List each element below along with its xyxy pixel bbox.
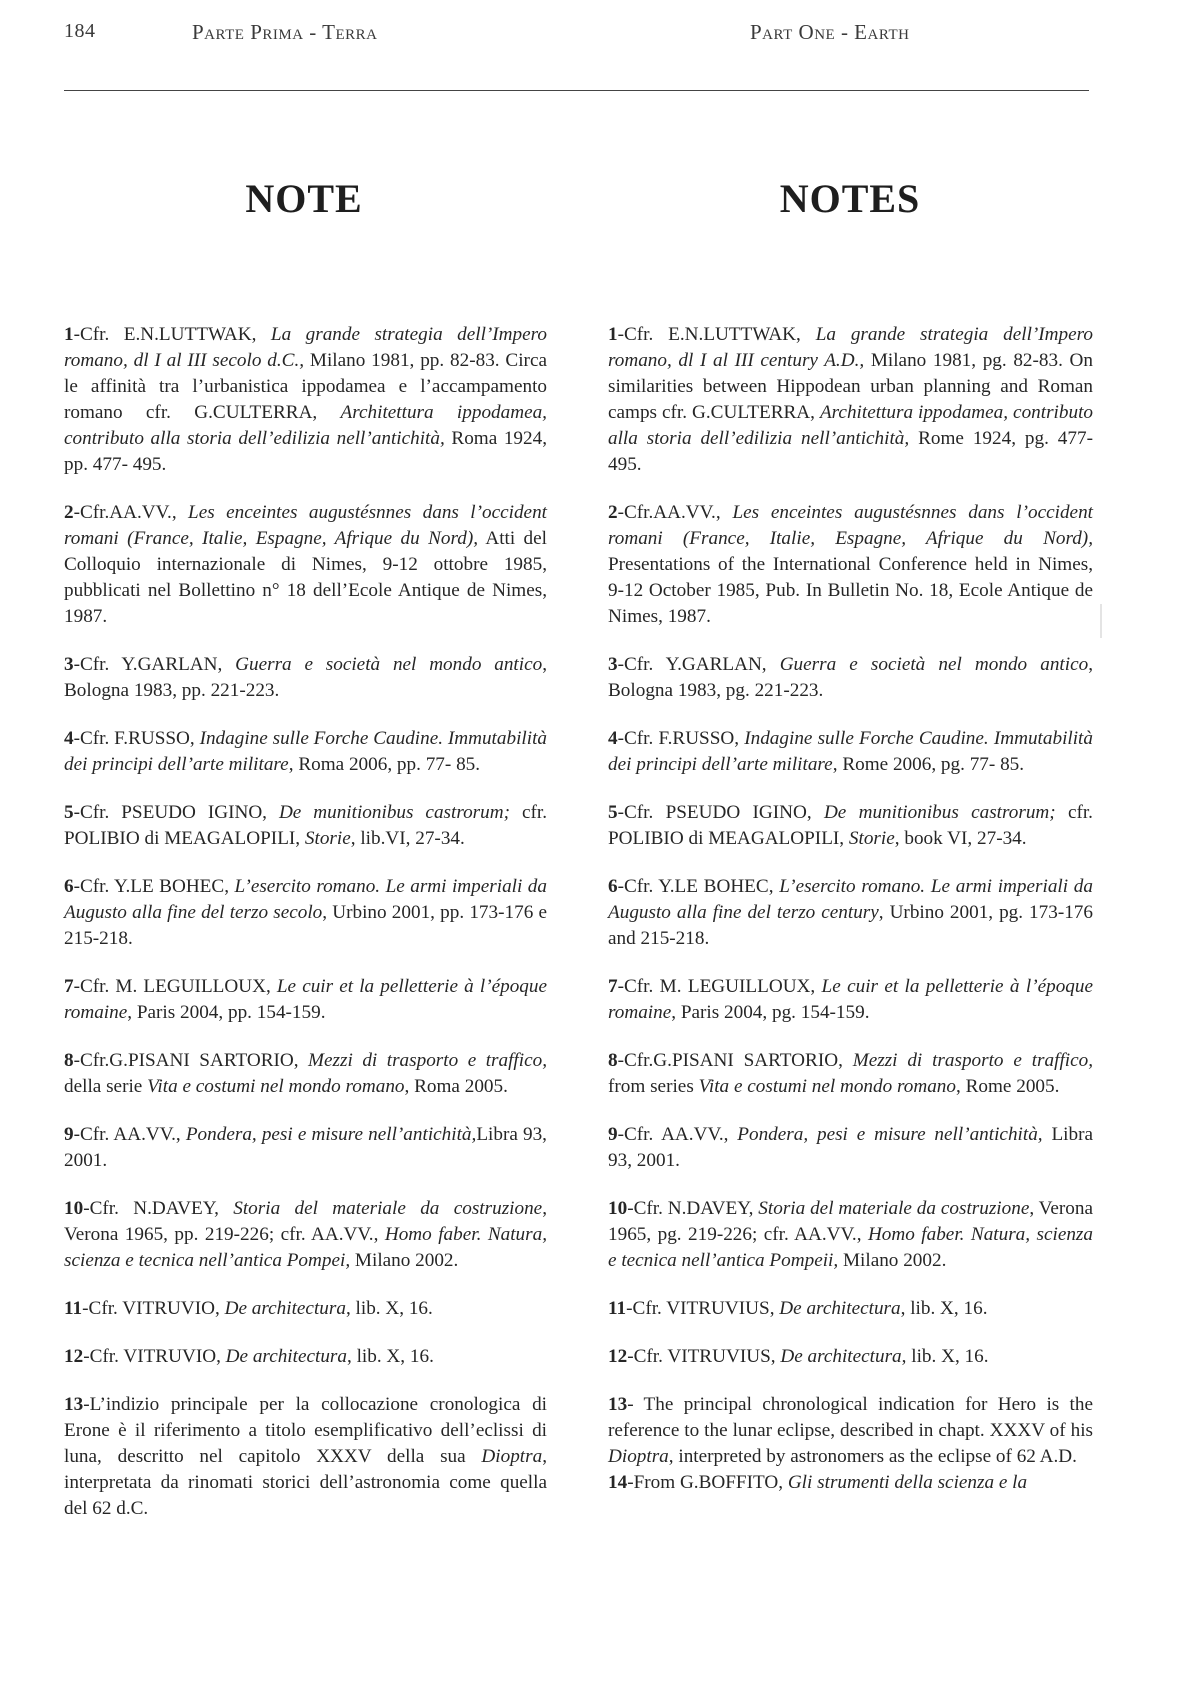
note-text: , Rome 2005. — [956, 1076, 1060, 1097]
note-text: -Cfr.AA.VV., — [617, 502, 733, 523]
note-title-italic: Storie — [304, 828, 351, 849]
note-text: , lib.VI, 27-34. — [350, 828, 465, 849]
note-title-italic: Homo faber. Natura, scienza e tecnica nell’antica Pompei, — [64, 1224, 548, 1271]
note-text: , book VI, 27-34. — [894, 828, 1027, 849]
note-number: 11 — [608, 1298, 627, 1319]
note-10 — [608, 1196, 1093, 1274]
note-12 — [64, 1344, 547, 1370]
note-title-italic: Storia del materiale da costruzione — [758, 1198, 1030, 1219]
note-number: 5 — [608, 802, 618, 823]
note-text: -L’indizio principale per la collocazione cronologica di Erone è il riferimento a titolo esemplificativo dell’eclissi di luna, descritto nel capitolo XXXV della sua — [64, 1394, 547, 1467]
note-number: 8 — [64, 1050, 74, 1071]
note-number: 12 — [64, 1346, 84, 1367]
note-number: 9 — [608, 1124, 618, 1145]
note-text: Libra 93, 2001. — [608, 1124, 1093, 1171]
note-text: , interpretata da rinomati storici dell’astronomia come quella del 62 d.C. — [64, 1446, 547, 1519]
note-9 — [64, 1122, 547, 1174]
note-number: 8 — [608, 1050, 618, 1071]
note-text: , Bologna 1983, pp. 221-223. — [64, 654, 547, 701]
note-11 — [64, 1296, 547, 1322]
note-title-italic: De architectura — [225, 1346, 347, 1367]
note-number: 3 — [64, 654, 74, 675]
note-text: -Cfr. N.DAVEY, — [627, 1198, 759, 1219]
note-text: -Cfr.G.PISANI SARTORIO, — [73, 1050, 309, 1071]
note-number: 6 — [608, 876, 618, 897]
note-8 — [608, 1048, 1093, 1100]
note-text: -Cfr.G.PISANI SARTORIO, — [617, 1050, 853, 1071]
note-3 — [608, 652, 1093, 704]
note-text: Rome 1924, pg. 477- 495. — [608, 428, 1093, 475]
note-text: -Cfr. PSEUDO IGINO, — [617, 802, 824, 823]
note-9 — [608, 1122, 1093, 1174]
note-text: -Cfr. VITRUVIUS, — [627, 1346, 781, 1367]
notes-column-english — [608, 322, 1093, 1518]
note-title-italic: Architettura ippodamea, contributo alla storia dell’edilizia nell’antichità, — [608, 402, 1093, 449]
note-number: 3 — [608, 654, 618, 675]
note-title-italic: Les enceintes augustésnnes dans l’occident romani (France, Italie, Espagne, Afrique du Nord), — [608, 502, 1094, 549]
note-number: 5 — [64, 802, 74, 823]
note-number: 13 — [608, 1394, 628, 1415]
note-text: , Bologna 1983, pg. 221-223. — [608, 654, 1093, 701]
note-title-italic: Indagine sulle Forche Caudine. Immutabilità dei principi dell’arte militare — [608, 728, 1093, 775]
note-text: , Verona 1965, pg. 219-226; cfr. AA.VV., — [608, 1198, 1094, 1245]
note-text: , Rome 2006, pg. 77- 85. — [832, 754, 1025, 775]
note-title-italic: Pondera, pesi e misure nell’antichità, — [185, 1124, 477, 1145]
note-number: 10 — [608, 1198, 628, 1219]
note-5 — [64, 800, 547, 852]
running-title-left: Parte Prima - Terra — [192, 20, 378, 44]
note-text: -Cfr. VITRUVIO, — [82, 1298, 225, 1319]
running-title-right: Part One - Earth — [750, 20, 910, 44]
note-title-italic: Pondera, pesi e misure nell’antichità, — [737, 1124, 1043, 1145]
note-title-italic: Les enceintes augustésnnes dans l’occident romani (France, Italie, Espagne, Afrique du Nord), — [64, 502, 547, 549]
note-number: 11 — [64, 1298, 83, 1319]
note-number: 12 — [608, 1346, 628, 1367]
note-2 — [608, 500, 1093, 630]
note-number: 4 — [608, 728, 618, 749]
note-number: 4 — [64, 728, 74, 749]
note-text: cfr. POLIBIO di MEAGALOPILI, — [64, 802, 547, 849]
note-text: , lib. X, 16. — [346, 1346, 434, 1367]
note-number: 7 — [608, 976, 618, 997]
note-text: from series — [608, 1076, 699, 1097]
note-number: 13 — [64, 1394, 84, 1415]
note-text: -Cfr. E.N.LUTTWAK, — [73, 324, 271, 345]
note-text: -Cfr. F.RUSSO, — [73, 728, 200, 749]
note-7 — [64, 974, 547, 1026]
note-text: -Cfr. VITRUVIO, — [83, 1346, 226, 1367]
note-6 — [608, 874, 1093, 952]
note-text: , Roma 2006, pp. 77- 85. — [288, 754, 481, 775]
note-title-italic: La grande strategia dell’Impero romano, dl I al III century A.D., — [608, 324, 1093, 371]
running-head — [64, 20, 1088, 50]
note-title-italic: Mezzi di trasporto e traffico, — [852, 1050, 1094, 1071]
note-13 — [64, 1392, 547, 1522]
note-text: Milano 1981, pp. 82-83. Circa le affinità tra l’urbanistica ippodamea e l’accampamento romano cfr. G.CULTERRA, — [64, 350, 547, 423]
note-text: -Cfr. Y.GARLAN, — [617, 654, 780, 675]
note-title-italic: Mezzi di trasporto e traffico, — [308, 1050, 548, 1071]
note-1 — [64, 322, 547, 478]
note-text: -Cfr. M. LEGUILLOUX, — [73, 976, 277, 997]
note-text: , Verona 1965, pp. 219-226; cfr. AA.VV., — [64, 1198, 547, 1245]
note-text: -Cfr. AA.VV., — [617, 1124, 738, 1145]
note-10 — [64, 1196, 547, 1274]
note-title-italic: De architectura — [779, 1298, 901, 1319]
note-title-italic: De munitionibus castrorum; — [278, 802, 510, 823]
note-title-italic: Guerra e società nel mondo antico — [235, 654, 543, 675]
note-text: Roma 1924, pp. 477- 495. — [64, 428, 547, 475]
note-number: 1 — [608, 324, 618, 345]
note-text: -Cfr. E.N.LUTTWAK, — [617, 324, 816, 345]
note-text: Milano 1981, pg. 82-83. On similarities between Hippodean urban planning and Roman camps cfr. G.CULTERRA, — [608, 350, 1093, 423]
note-text: Presentations of the International Conference held in Nimes, 9-12 October 1985, Pub. In Bulletin No. 18, Ecole Antique de Nimes, 1987. — [608, 554, 1093, 627]
heading-english: NOTES — [779, 176, 921, 221]
note-3 — [64, 652, 547, 704]
note-text: -Cfr. Y.LE BOHEC, — [617, 876, 780, 897]
note-2 — [64, 500, 547, 630]
note-text: cfr. POLIBIO di MEAGALOPILI, — [608, 802, 1093, 849]
note-number: 1 — [64, 324, 74, 345]
note-number: 14 — [608, 1472, 628, 1493]
note-text: -Cfr. F.RUSSO, — [617, 728, 745, 749]
note-5 — [608, 800, 1093, 852]
note-number: 6 — [64, 876, 74, 897]
scan-artifact — [1100, 604, 1102, 638]
note-text: , Paris 2004, pp. 154-159. — [127, 1002, 326, 1023]
note-title-italic: De munitionibus castrorum; — [823, 802, 1056, 823]
note-title-italic: Vita e costumi nel mondo romano — [147, 1076, 405, 1097]
note-4 — [64, 726, 547, 778]
note-title-italic: La grande strategia dell’Impero romano, dl I al III secolo d.C., — [64, 324, 547, 371]
note-title-italic: Gli strumenti della scienza e la — [787, 1472, 1028, 1493]
note-text: , Paris 2004, pg. 154-159. — [671, 1002, 870, 1023]
note-title-italic: Vita e costumi nel mondo romano — [698, 1076, 956, 1097]
note-title-italic: Le cuir et la pelletterie à l’époque romaine — [64, 976, 548, 1023]
note-title-italic: L’esercito romano. Le armi imperiali da Augusto alla fine del terzo secolo — [64, 876, 547, 923]
note-text: - The principal chronological indication for Hero is the reference to the lunar eclipse, described in chapt. XXXV of his — [608, 1394, 1093, 1441]
note-title-italic: Homo faber. Natura, scienza e tecnica nell’antica Pompeii, — [608, 1224, 1093, 1271]
note-number: 10 — [64, 1198, 84, 1219]
note-title-italic: De architectura — [224, 1298, 346, 1319]
note-12 — [608, 1344, 1093, 1370]
note-text: Atti del Colloquio internazionale di Nimes, 9-12 ottobre 1985, pubblicati nel Bollettino n° 18 dell’Ecole Antique de Nimes, 1987. — [64, 528, 548, 627]
note-number: 7 — [64, 976, 74, 997]
note-title-italic: De architectura — [780, 1346, 902, 1367]
note-text: -Cfr.AA.VV., — [73, 502, 189, 523]
note-number: 2 — [608, 502, 618, 523]
note-text: -Cfr. Y.LE BOHEC, — [73, 876, 235, 897]
note-text: , interpreted by astronomers as the eclipse of 62 A.D. — [668, 1446, 1077, 1467]
note-7 — [608, 974, 1093, 1026]
note-6 — [64, 874, 547, 952]
note-13 — [608, 1392, 1093, 1470]
note-text: -Cfr. VITRUVIUS, — [626, 1298, 780, 1319]
page-number: 184 — [64, 20, 96, 42]
note-title-italic: Guerra e società nel mondo antico — [779, 654, 1089, 675]
note-text: , lib. X, 16. — [901, 1346, 989, 1367]
notes-column-italian — [64, 322, 547, 1544]
note-1 — [608, 322, 1093, 478]
note-text: , Urbino 2001, pg. 173-176 and 215-218. — [608, 902, 1093, 949]
note-text: Milano 2002. — [838, 1250, 947, 1271]
note-text: -Cfr. AA.VV., — [73, 1124, 186, 1145]
note-text: , Urbino 2001, pp. 173-176 e 215-218. — [64, 902, 547, 949]
note-text: -Cfr. PSEUDO IGINO, — [73, 802, 279, 823]
note-text: , lib. X, 16. — [345, 1298, 433, 1319]
note-text: -Cfr. M. LEGUILLOUX, — [617, 976, 822, 997]
note-text: -From G.BOFFITO, — [627, 1472, 788, 1493]
note-title-italic: Dioptra — [608, 1446, 669, 1467]
note-11 — [608, 1296, 1093, 1322]
note-text: , lib. X, 16. — [900, 1298, 988, 1319]
header-rule — [64, 90, 1089, 91]
note-text: Milano 2002. — [350, 1250, 459, 1271]
note-title-italic: Architettura ippodamea, contributo alla storia dell’edilizia nell’antichità, — [64, 402, 547, 449]
note-title-italic: Storie — [848, 828, 895, 849]
note-text: della serie — [64, 1076, 148, 1097]
note-title-italic: L’esercito romano. Le armi imperiali da Augusto alla fine del terzo century — [608, 876, 1093, 923]
note-14 — [608, 1470, 1093, 1496]
note-title-italic: Dioptra — [481, 1446, 543, 1467]
note-number: 2 — [64, 502, 74, 523]
note-title-italic: Indagine sulle Forche Caudine. Immutabilità dei principi dell’arte militare — [64, 728, 547, 775]
heading-italian: NOTE — [245, 176, 363, 221]
note-title-italic: Storia del materiale da costruzione — [233, 1198, 543, 1219]
note-text: , Roma 2005. — [404, 1076, 508, 1097]
note-text: -Cfr. N.DAVEY, — [83, 1198, 234, 1219]
note-text: Libra 93, 2001. — [64, 1124, 547, 1171]
note-4 — [608, 726, 1093, 778]
note-text: -Cfr. Y.GARLAN, — [73, 654, 236, 675]
note-8 — [64, 1048, 547, 1100]
note-number: 9 — [64, 1124, 74, 1145]
note-title-italic: Le cuir et la pelletterie à l’époque romaine — [608, 976, 1093, 1023]
